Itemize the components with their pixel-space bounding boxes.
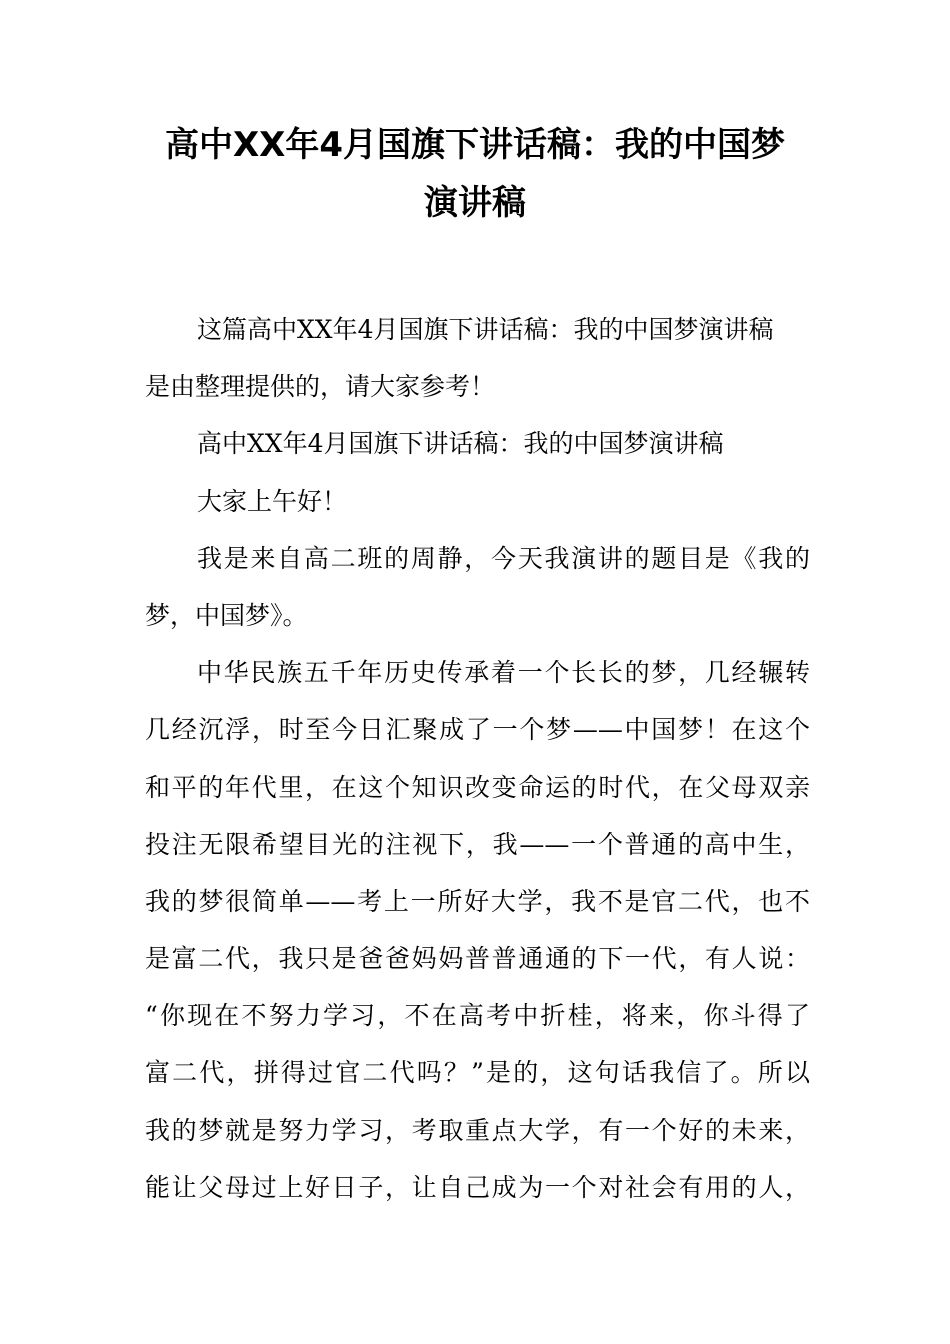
document-body xyxy=(145,301,810,1216)
paragraph-intro-line-2: 是由整理提供的，请大家参考！ xyxy=(145,372,496,402)
document-title-line-2: 演讲稿 xyxy=(424,183,526,223)
paragraph-intro-line-1: 这篇高中XX年4月国旗下讲话稿：我的中国梦演讲稿 xyxy=(197,315,774,344)
paragraph-speech-title: 高中XX年4月国旗下讲话稿：我的中国梦演讲稿 xyxy=(197,429,724,459)
paragraph-main-line-2: 几经沉浮，时至今日汇聚成了一个梦——中国梦！在这个 xyxy=(145,715,810,745)
paragraph-self-intro-line-2: 梦，中国梦》。 xyxy=(145,600,308,630)
paragraph-main-line-8: 富二代，拼得过官二代吗？”是的，这句话我信了。所以 xyxy=(145,1058,810,1088)
paragraph-main-line-5: 我的梦很简单——考上一所好大学，我不是官二代，也不 xyxy=(145,886,810,916)
paragraph-main-line-1: 中华民族五千年历史传承着一个长长的梦，几经辗转 xyxy=(197,658,810,688)
paragraph-main-line-9: 我的梦就是努力学习，考取重点大学，有一个好的未来， xyxy=(145,1115,810,1145)
paragraph-self-intro-line-1: 我是来自高二班的周静，今天我演讲的题目是《我的 xyxy=(197,543,810,573)
paragraph-greeting: 大家上午好！ xyxy=(197,486,348,516)
document-title-line-1: 高中XX年4月国旗下讲话稿：我的中国梦 xyxy=(164,125,786,165)
paragraph-main-line-10: 能让父母过上好日子，让自己成为一个对社会有用的人， xyxy=(145,1172,810,1202)
paragraph-main-line-3: 和平的年代里，在这个知识改变命运的时代，在父母双亲 xyxy=(145,772,810,802)
paragraph-main-line-7: “你现在不努力学习，不在高考中折桂，将来，你斗得了 xyxy=(145,1001,810,1031)
paragraph-main-line-4: 投注无限希望目光的注视下，我——一个普通的高中生， xyxy=(145,829,810,859)
paragraph-main-line-6: 是富二代，我只是爸爸妈妈普普通通的下一代，有人说： xyxy=(145,944,810,974)
